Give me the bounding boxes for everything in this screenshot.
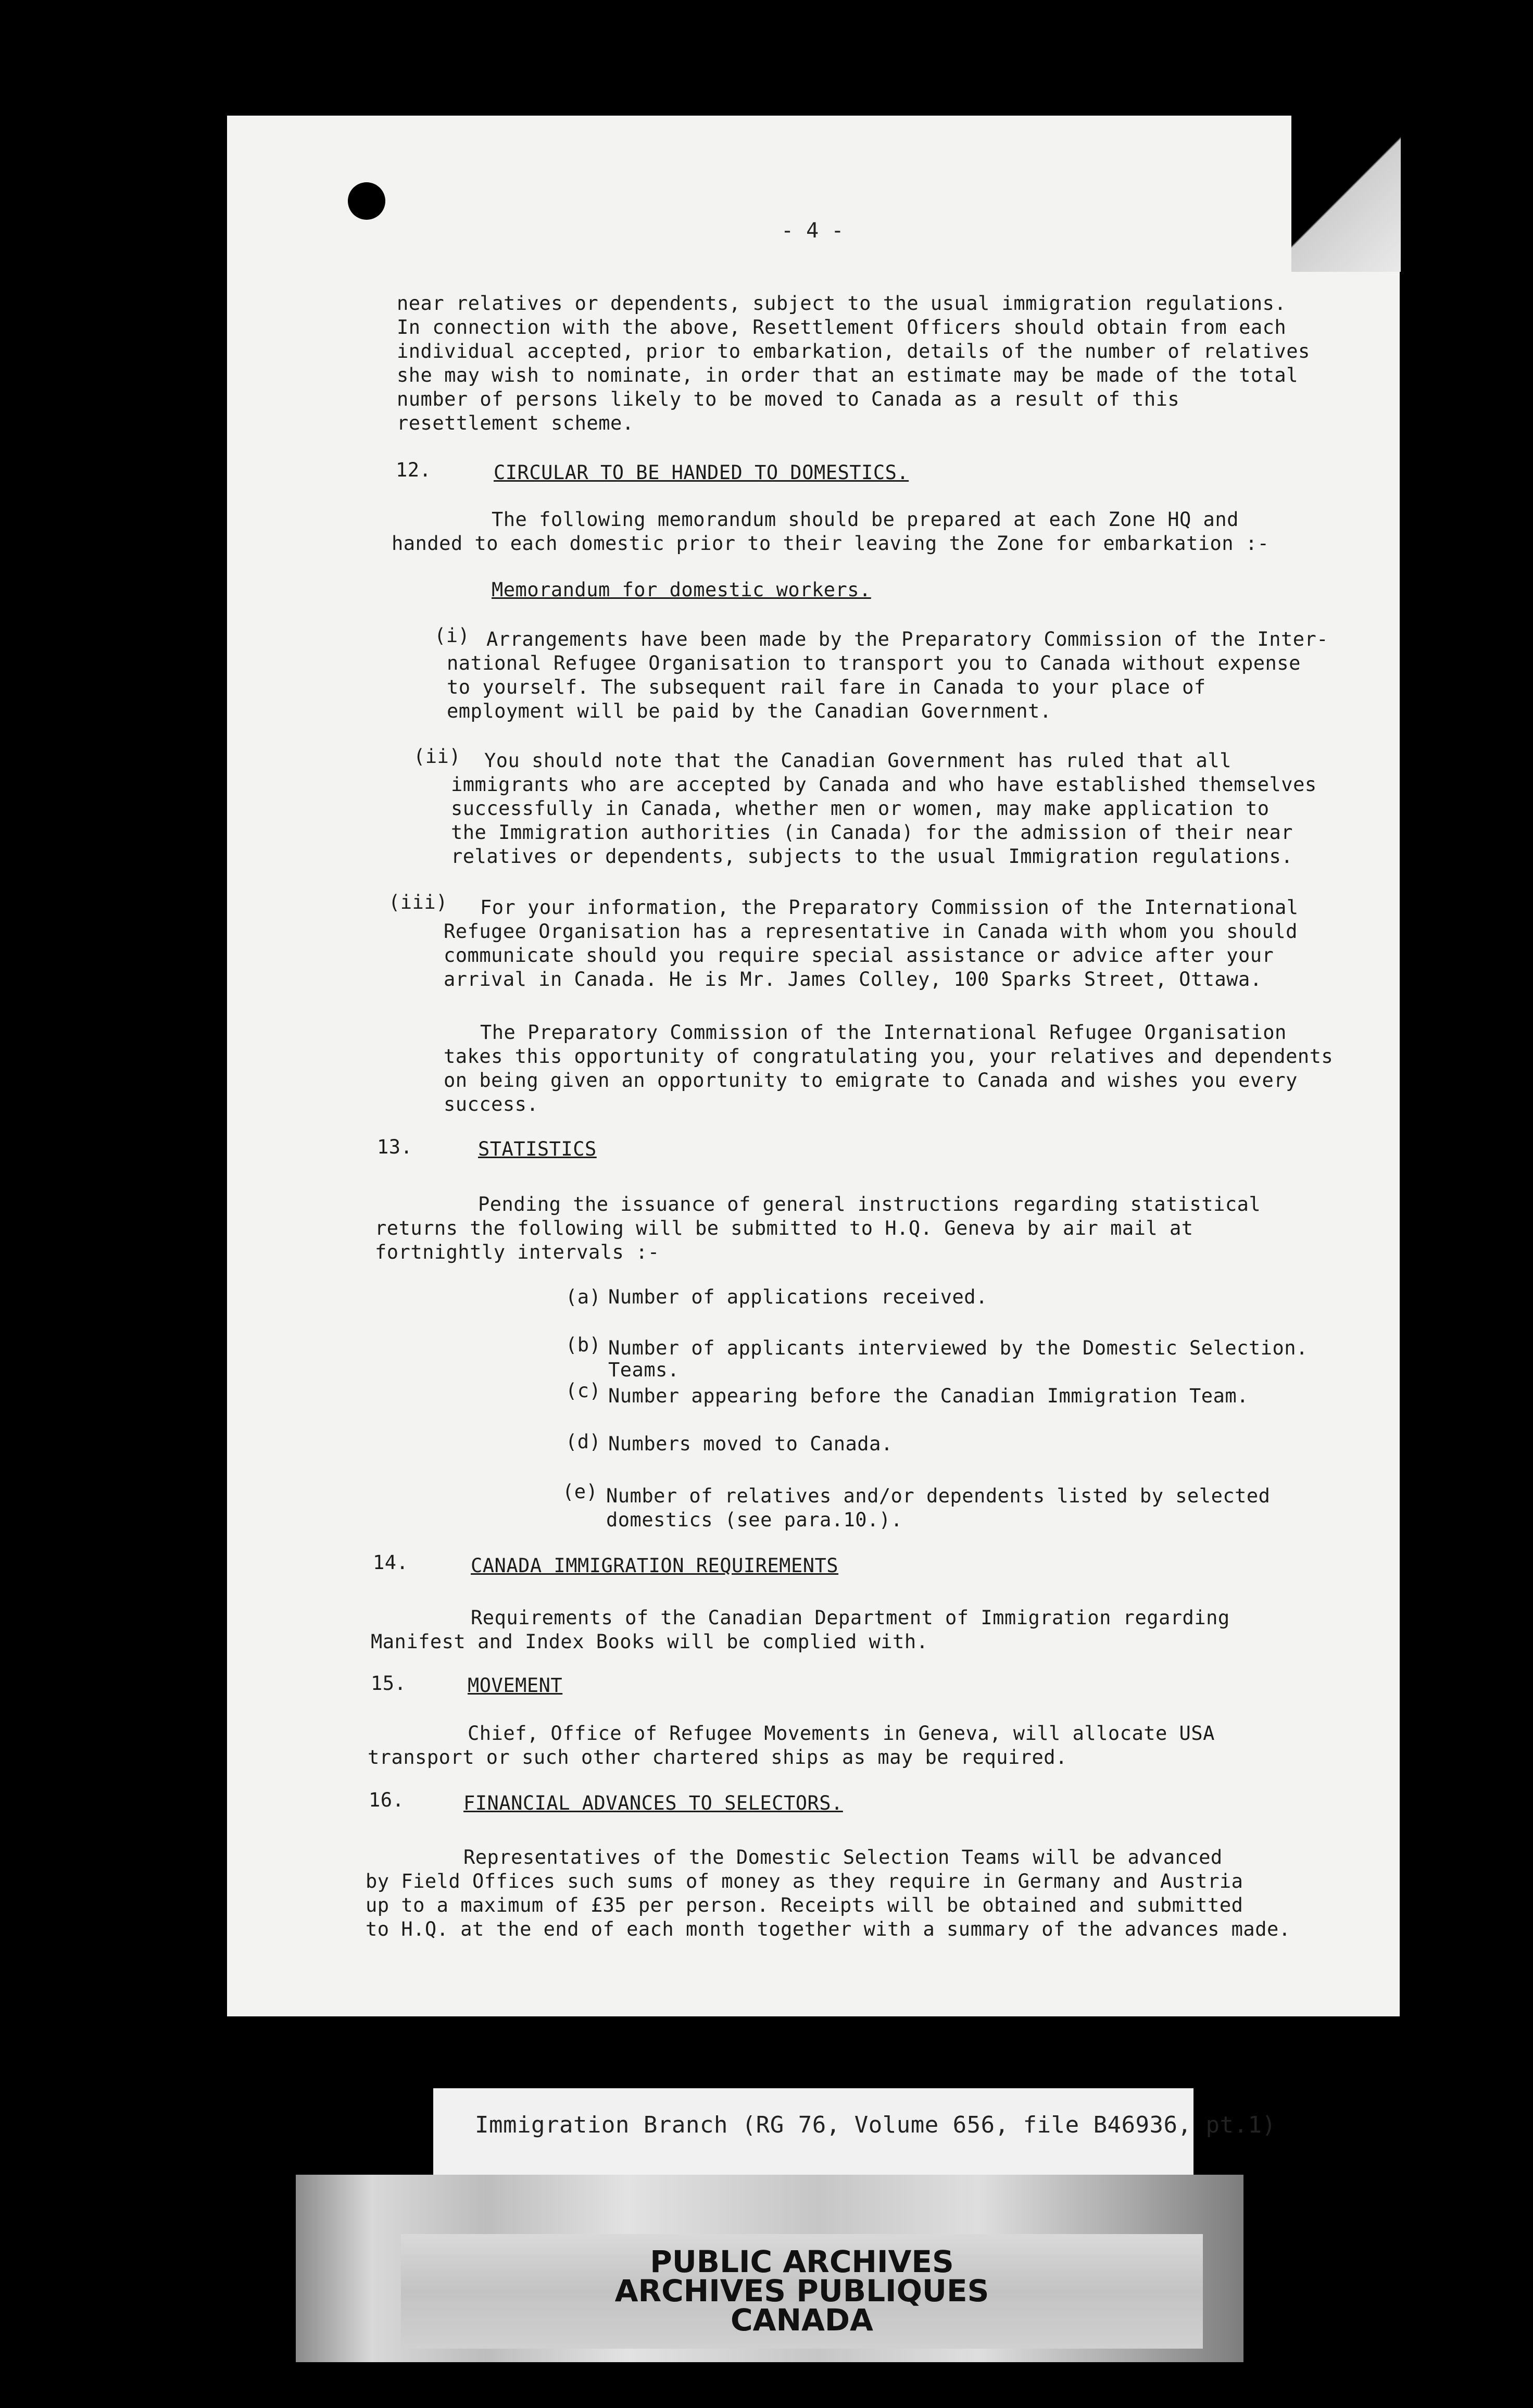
section-15-heading: MOVEMENT (468, 1674, 563, 1697)
closing-line: takes this opportunity of congratulating you, your relatives and dependents (444, 1045, 1334, 1068)
section-15-para-line: Chief, Office of Refugee Movements in Geneva, will allocate USA (468, 1722, 1215, 1745)
memo-item-line: national Refugee Organisation to transport you to Canada without expense (447, 652, 1301, 674)
memo-item-line: relatives or dependents, subjects to the usual Immigration regulations. (451, 845, 1293, 868)
stat-label: (e) (562, 1481, 598, 1503)
memo-item-line: For your information, the Preparatory Commission of the International (480, 896, 1299, 919)
section-16-number: 16. (369, 1789, 405, 1811)
memo-item-label: (ii) (413, 745, 461, 768)
section-14-heading: CANADA IMMIGRATION REQUIREMENTS (471, 1554, 839, 1577)
memo-item-label: (i) (434, 624, 470, 647)
section-12-para-line: The following memorandum should be prepared at each Zone HQ and (492, 508, 1239, 531)
memo-item-line: arrival in Canada. He is Mr. James Colley, 100 Sparks Street, Ottawa. (444, 968, 1262, 990)
stat-label: (c) (566, 1379, 601, 1402)
section-16-para-line: by Field Offices such sums of money as they require in Germany and Austria (366, 1870, 1243, 1892)
memo-item-line: communicate should you require special assistance or advice after your (444, 944, 1274, 967)
section-12-heading: CIRCULAR TO BE HANDED TO DOMESTICS. (494, 461, 909, 484)
stat-label: (d) (566, 1431, 601, 1453)
folded-corner (1291, 116, 1401, 272)
stat-line: Number appearing before the Canadian Immigration Team. (608, 1385, 1249, 1407)
stat-label: (b) (566, 1334, 601, 1356)
section-14-para-line: Manifest and Index Books will be complied with. (371, 1631, 928, 1653)
section-15-para-line: transport or such other chartered ships as may be required. (368, 1746, 1067, 1769)
section-14-number: 14. (373, 1551, 409, 1574)
memo-item-label: (iii) (388, 891, 448, 913)
intro-line: individual accepted, prior to embarkation, details of the number of relatives (397, 340, 1310, 362)
closing-line: on being given an opportunity to emigrate to Canada and wishes you every (444, 1069, 1298, 1092)
stat-line: Numbers moved to Canada. (608, 1433, 893, 1455)
memo-heading: Memorandum for domestic workers. (492, 579, 871, 601)
closing-line: The Preparatory Commission of the International Refugee Organisation (480, 1021, 1287, 1044)
stat-line: domestics (see para.10.). (606, 1509, 903, 1531)
memo-item-line: to yourself. The subsequent rail fare in Canada to your place of (447, 676, 1206, 698)
stamp-line-3: CANADA (731, 2302, 873, 2338)
memo-item-line: successfully in Canada, whether men or women, may make application to (451, 797, 1270, 820)
memo-item-line: the Immigration authorities (in Canada) for the admission of their near (451, 821, 1293, 844)
stat-label: (a) (566, 1286, 601, 1308)
intro-line: number of persons likely to be moved to Canada as a result of this (397, 388, 1180, 410)
section-15-number: 15. (371, 1672, 407, 1695)
section-13-heading: STATISTICS (478, 1138, 597, 1160)
section-13-para-line: returns the following will be submitted to H.Q. Geneva by air mail at (375, 1217, 1193, 1239)
memo-item-line: immigrants who are accepted by Canada and who have established themselves (451, 773, 1317, 796)
intro-line: In connection with the above, Resettlement Officers should obtain from each (397, 316, 1287, 338)
section-13-number: 13. (377, 1136, 413, 1158)
memo-item-line: You should note that the Canadian Government has ruled that all (484, 749, 1232, 772)
section-14-para-line: Requirements of the Canadian Department of Immigration regarding (471, 1607, 1230, 1629)
section-16-para-line: up to a maximum of £35 per person. Receipts will be obtained and submitted (366, 1894, 1243, 1916)
stamp-line-2: ARCHIVES PUBLIQUES (614, 2273, 989, 2309)
stamp-line-1: PUBLIC ARCHIVES (650, 2244, 954, 2279)
section-12-number: 12. (396, 459, 432, 481)
punch-hole (348, 182, 385, 220)
memo-item-line: Arrangements have been made by the Preparatory Commission of the Inter- (486, 628, 1329, 650)
closing-line: success. (444, 1093, 539, 1115)
intro-line: she may wish to nominate, in order that an estimate may be made of the total (397, 364, 1298, 386)
stat-line: Number of applicants interviewed by the Domestic Selection. (608, 1337, 1308, 1359)
section-16-para-line: to H.Q. at the end of each month together with a summary of the advances made. (366, 1918, 1291, 1940)
memo-item-line: Refugee Organisation has a representative in Canada with whom you should (444, 920, 1298, 943)
page-number: - 4 - (781, 219, 844, 243)
section-16-heading: FINANCIAL ADVANCES TO SELECTORS. (463, 1792, 843, 1814)
memo-item-line: employment will be paid by the Canadian Government. (447, 700, 1052, 722)
intro-line: resettlement scheme. (397, 412, 634, 434)
section-12-para-line: handed to each domestic prior to their leaving the Zone for embarkation :- (392, 532, 1270, 555)
archive-reference: Immigration Branch (RG 76, Volume 656, file B46936, pt.1) (475, 2112, 1276, 2138)
stat-line: Number of relatives and/or dependents listed by selected (606, 1485, 1271, 1507)
section-13-para-line: Pending the issuance of general instructions regarding statistical (478, 1193, 1261, 1215)
section-16-para-line: Representatives of the Domestic Selection Teams will be advanced (463, 1846, 1223, 1868)
section-13-para-line: fortnightly intervals :- (375, 1241, 660, 1263)
stat-line: Teams. (608, 1359, 680, 1381)
intro-line: near relatives or dependents, subject to the usual immigration regulations. (397, 292, 1287, 315)
stat-line: Number of applications received. (608, 1286, 988, 1308)
